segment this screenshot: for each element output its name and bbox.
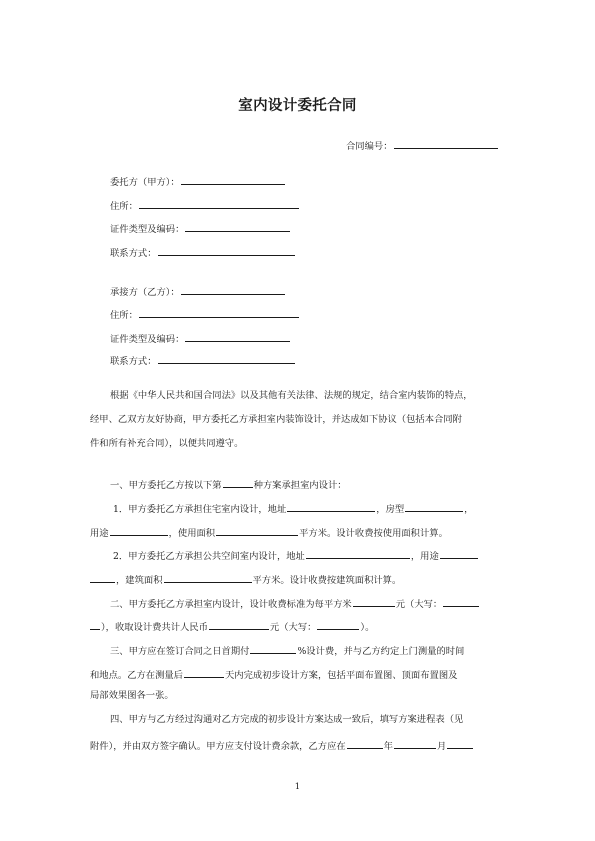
contract-number-label: 合同编号：: [346, 141, 393, 152]
clause-text: 2．甲方委托乙方承担公共空间室内设计，地址: [113, 551, 305, 562]
page-title: 室内设计委托合同: [238, 98, 357, 114]
design-days-blank[interactable]: [184, 667, 224, 678]
party-a-name-line: [110, 174, 286, 189]
clause-text: 用途: [90, 528, 109, 539]
party-b-label: 承接方（乙方）：: [110, 287, 180, 298]
party-b-address-line: [110, 307, 300, 322]
fee-per-sqm-capital-blank[interactable]: [443, 596, 479, 607]
clause-4: 四、甲方与乙方经过沟通对乙方完成的初步设计方案达成一致后，填写方案进程表（见: [110, 714, 464, 725]
clause-text: 元（大写：: [395, 599, 443, 610]
public-space-address-blank[interactable]: [306, 548, 410, 559]
clause-text: ）。: [360, 622, 375, 633]
party-a-id-blank[interactable]: [185, 221, 290, 232]
clause-text: ，房型: [376, 504, 405, 515]
clause-text: ），收取设计费共计人民币: [101, 622, 208, 633]
year-blank[interactable]: [347, 738, 383, 749]
clause-3-cont: [90, 667, 457, 682]
clause-text: 月: [436, 741, 447, 752]
party-a-address-label: 住所：: [110, 201, 138, 212]
total-fee-capital-blank[interactable]: [317, 619, 359, 630]
party-a-label: 委托方（甲方）：: [110, 177, 180, 188]
clause-3: [110, 643, 464, 658]
clause-text: 三、甲方应在签订合同之日首期付: [110, 646, 250, 657]
total-fee-blank[interactable]: [209, 619, 269, 630]
party-a-contact-line: [110, 245, 296, 260]
clause-text: 天内完成初步设计方案，包括平面布置图、顶面布置图及: [224, 670, 458, 681]
party-a-address-line: [110, 198, 300, 213]
residence-address-blank[interactable]: [287, 501, 375, 512]
clause-text: ，建筑面积: [116, 575, 163, 586]
party-b-id-blank[interactable]: [185, 331, 290, 342]
clause-1-item-2: [113, 548, 479, 563]
party-b-name-blank[interactable]: [181, 284, 285, 295]
party-a-contact-label: 联系方式：: [110, 248, 157, 259]
clause-text: ，使用面积: [168, 528, 216, 539]
public-usage-blank-cont[interactable]: [90, 572, 115, 583]
clause-text: %设计费，并与乙方约定上门测量的时间: [297, 646, 465, 657]
clause-2: [110, 596, 480, 611]
usage-blank[interactable]: [110, 525, 168, 536]
party-a-name-blank[interactable]: [181, 174, 285, 185]
room-type-blank[interactable]: [405, 501, 463, 512]
contract-number-line: [346, 138, 499, 153]
clause-text: 1．甲方委托乙方承担住宅室内设计，地址: [113, 504, 287, 515]
party-b-address-blank[interactable]: [139, 307, 299, 318]
preamble-line: 件和所有补充合同），以便共同遵守。: [90, 438, 244, 449]
clause-text: ，: [464, 504, 474, 515]
clause-text: 和地点。乙方在测量后: [90, 670, 183, 681]
usable-area-blank[interactable]: [216, 525, 298, 536]
clause-3-end: 局部效果图各一张。: [90, 690, 174, 701]
party-a-address-blank[interactable]: [139, 198, 299, 209]
contract-number-blank[interactable]: [394, 138, 498, 149]
clause-1-text: 种方案承担室内设计：: [253, 480, 347, 491]
clause-1-text: 一、甲方委托乙方按以下第: [110, 480, 222, 491]
clause-4-cont: [90, 738, 474, 753]
party-b-contact-label: 联系方式：: [110, 356, 157, 367]
fee-per-sqm-blank[interactable]: [353, 596, 395, 607]
party-b-contact-blank[interactable]: [158, 353, 295, 364]
clause-text: 元（大写：: [269, 622, 317, 633]
clause-text: 附件），并由双方签字确认。甲方应支付设计费余款，乙方应在: [90, 741, 346, 752]
page-number: 1: [294, 782, 301, 792]
party-b-id-label: 证件类型及编码：: [110, 334, 185, 345]
preamble-line: 经甲、乙双方友好协商，甲方委托乙方承担室内装饰设计，并达成如下协议（包括本合同附: [90, 414, 462, 425]
preamble-line: 根据《中华人民共和国合同法》以及其他有关法律、法规的规定，结合室内装饰的特点，: [110, 390, 473, 401]
clause-1-item-1: [113, 501, 473, 516]
party-b-contact-line: [110, 353, 296, 368]
scheme-number-blank[interactable]: [223, 477, 253, 488]
party-b-address-label: 住所：: [110, 310, 138, 321]
party-a-id-label: 证件类型及编码：: [110, 224, 185, 235]
clause-2-cont: [90, 619, 374, 634]
clause-1-item-1-cont: [90, 525, 448, 540]
clause-1-item-2-cont: [90, 572, 401, 587]
party-a-id-line: [110, 221, 291, 236]
public-usage-blank[interactable]: [440, 548, 478, 559]
month-blank[interactable]: [394, 738, 436, 749]
building-area-blank[interactable]: [164, 572, 252, 583]
fee-per-sqm-capital-blank-cont[interactable]: [90, 619, 100, 630]
party-b-name-line: [110, 284, 286, 299]
clause-text: 平方米。设计收费按使用面积计算。: [299, 528, 448, 539]
clause-text: ，用途: [410, 551, 439, 562]
party-a-contact-blank[interactable]: [158, 245, 295, 256]
clause-text: 平方米。设计收费按建筑面积计算。: [252, 575, 402, 586]
clause-text: 二、甲方委托乙方承担室内设计，设计收费标准为每平方米: [110, 599, 352, 610]
clause-1-heading: [110, 477, 347, 492]
party-b-id-line: [110, 331, 291, 346]
day-blank[interactable]: [447, 738, 473, 749]
first-payment-percent-blank[interactable]: [250, 643, 296, 654]
clause-text: 年: [383, 741, 393, 752]
